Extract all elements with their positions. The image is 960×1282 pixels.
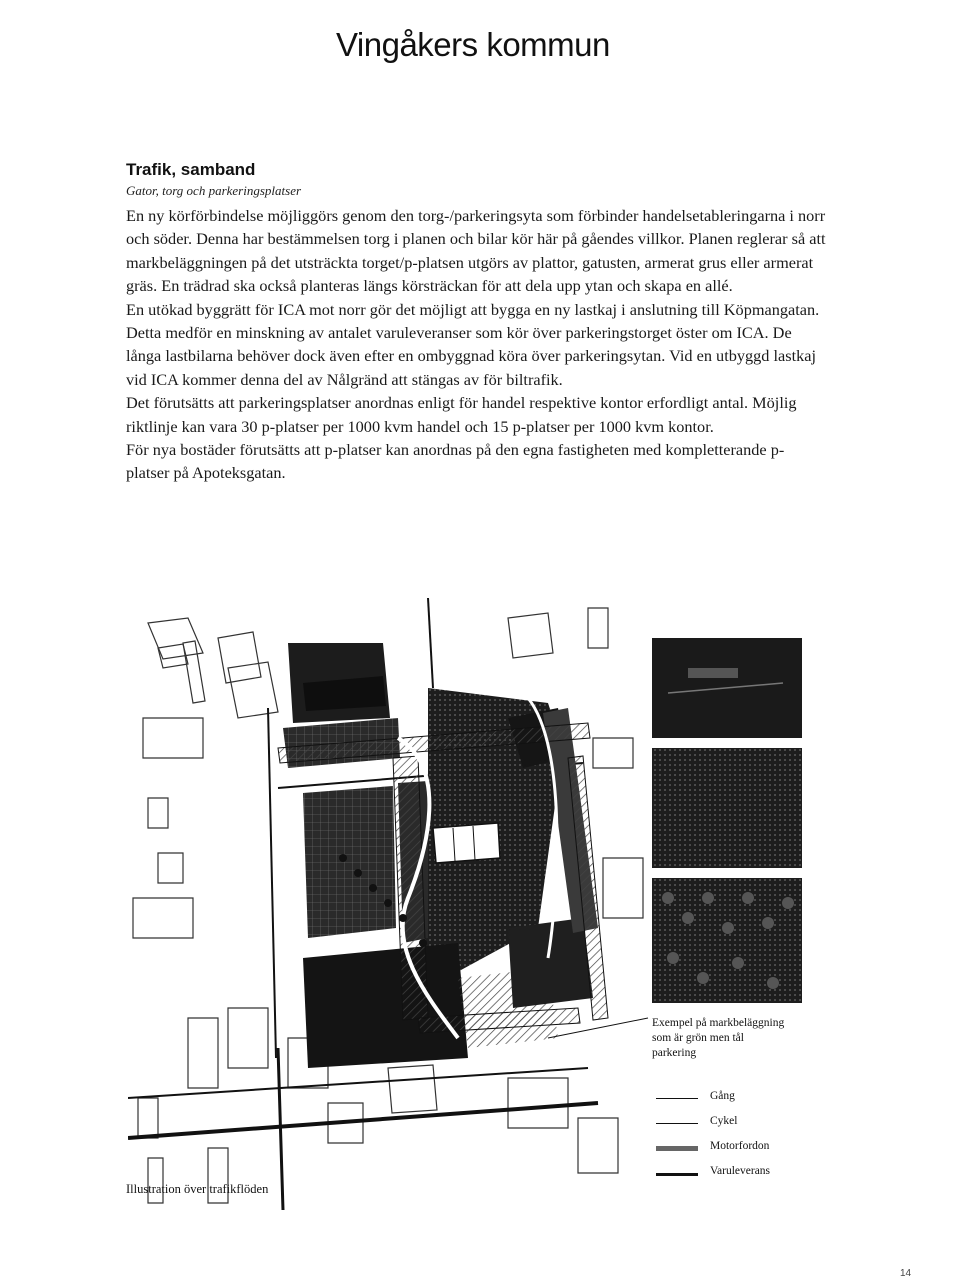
paragraph-3: Det förutsätts att parkeringsplatser anordnas enligt för handel respektive kontor erfordligt antal. Möjlig riktlinje kan vara 30 p-platser per 1000 kvm handel och 15 p-platser per 1000 kvm kontor. [126, 393, 797, 436]
section-subheading: Gator, torg och parkeringsplatser [126, 183, 302, 198]
paving-example-photos [652, 638, 802, 1003]
body-text [126, 204, 826, 485]
figure-caption: Illustration över trafikflöden [126, 1182, 269, 1196]
legend-item-varuleverans [656, 1165, 806, 1190]
legend-label: Motorfordon [710, 1140, 770, 1152]
legend-label: Gång [710, 1090, 735, 1102]
paragraph-2: En utökad byggrätt för ICA mot norr gör det möjligt att bygga en ny lastkaj i anslutning till Köpmangatan. Detta medför en minskning av antalet varuleveranser som kör över parkeringstorget öster om ICA. De långa lastbilarna behöver dock även efter en ombyggnad köra över parkeringsytan. Vid en utbyggd lastkaj vid ICA kommer denna del av Nålgränd att stängas av för biltrafik. [126, 299, 820, 389]
page-title: Vingåkers kommun [336, 26, 610, 63]
photo-caption [652, 1016, 812, 1061]
section-heading: Trafik, samband [126, 160, 256, 179]
legend-item-gang [656, 1090, 806, 1115]
development-blocks [283, 643, 598, 1068]
legend-swatch [656, 1123, 698, 1124]
legend-item-motorfordon [656, 1140, 806, 1165]
page-number: 14 [900, 1268, 912, 1279]
legend-label: Varuleverans [710, 1165, 771, 1177]
photo-caption-line-1: Exempel på markbeläggning [652, 1017, 785, 1029]
legend-swatch [656, 1173, 698, 1176]
legend-swatch [656, 1146, 698, 1151]
paragraph-4: För nya bostäder förutsätts att p-platser kan anordnas på den egna fastigheten med kompletterande p-platser på Apoteksgatan. [126, 440, 785, 483]
legend [656, 1090, 806, 1190]
paragraph-1: En ny körförbindelse möjliggörs genom den torg-/parkeringsyta som förbinder handelsetableringarna i norr och söder. Denna har bestämmelsen torg i planen och bilar kör här på gåendes villkor. Planen reglerar så att markbeläggningen på det utsträckta torget/p-platsen utgörs av plattor, gatusten, armerat grus eller armerat gräs. En trädrad ska också planteras längs körsträckan för att dela upp ytan och skapa en allé. [126, 206, 826, 296]
photo-caption-line-2: som är grön men tål [652, 1032, 744, 1044]
legend-swatch [656, 1098, 698, 1099]
legend-item-cykel [656, 1115, 806, 1140]
legend-label: Cykel [710, 1115, 738, 1127]
photo-caption-line-3: parkering [652, 1047, 697, 1059]
